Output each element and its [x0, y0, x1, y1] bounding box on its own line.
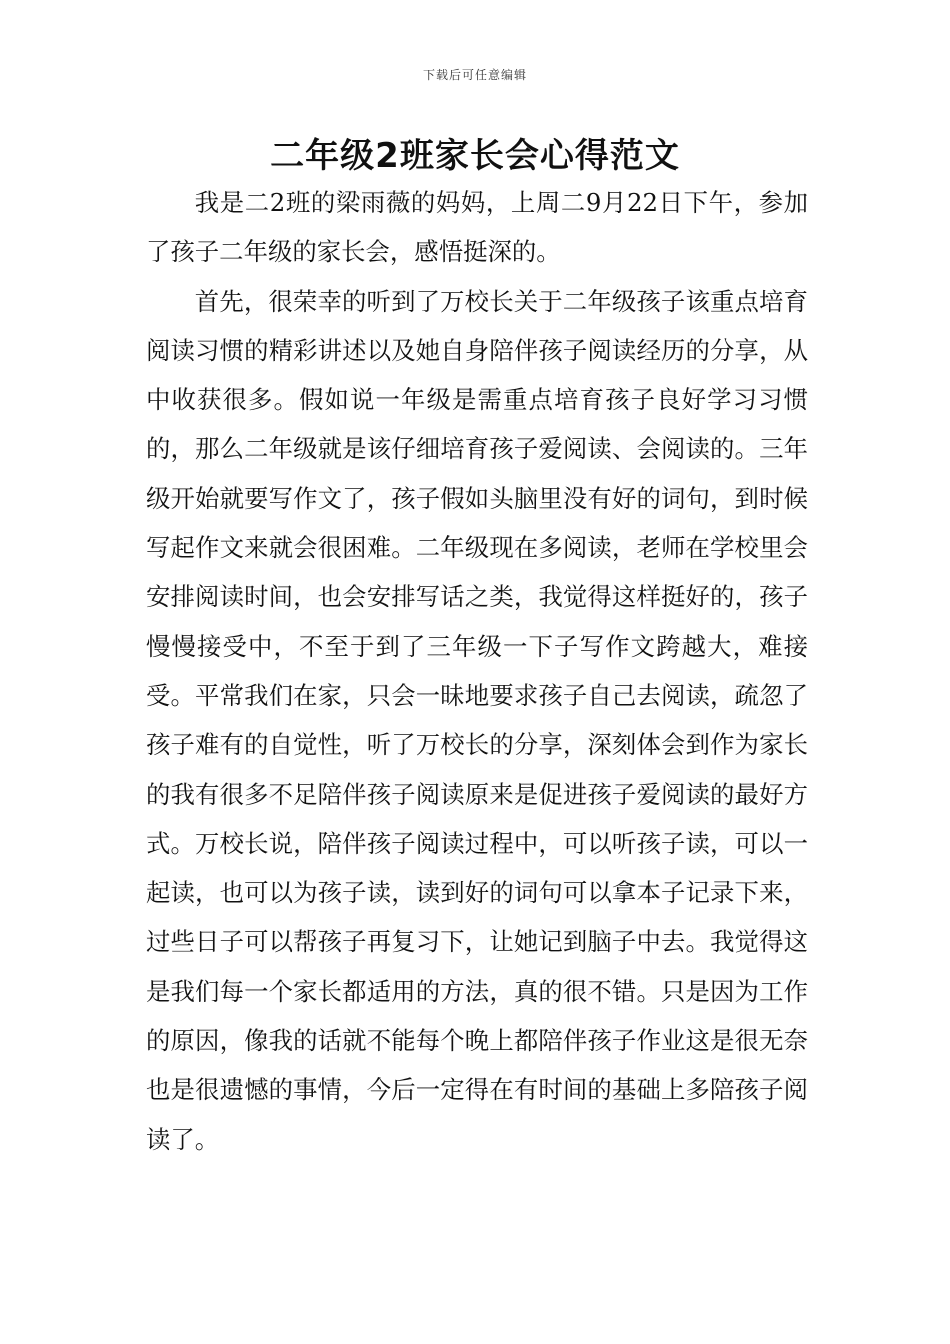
- page-title: 二年级2班家长会心得范文: [270, 136, 680, 176]
- header-note: 下载后可任意编辑: [422, 68, 527, 82]
- paragraph-main: 首先，很荣幸的听到了万校长关于二年级孩子该重点培育阅读习惯的精彩讲述以及她自身陪伴孩子阅读经历的分享，从中收获很多。假如说一年级是需重点培育孩子良好学习习惯的，那么二年级就是该仔细培育孩子爱阅读、会阅读的。三年级开始就要写作文了，孩子假如头脑里没有好的词句，到时候写起作文来就会很困难。二年级现在多阅读，老师在学校里会安排阅读时间，也会安排写话之类，我觉得这样挺好的，孩子慢慢接受中，不至于到了三年级一下子写作文跨越大，难接受。平常我们在家，只会一昧地要求孩子自己去阅读，疏忽了孩子难有的自觉性，听了万校长的分享，深刻体会到作为家长的我有很多不足陪伴孩子阅读原来是促进孩子爱阅读的最好方式。万校长说，陪伴孩子阅读过程中，可以听孩子读，可以一起读，也可以为孩子读，读到好的词句可以拿本子记录下来，过些日子可以帮孩子再复习下，让她记到脑子中去。我觉得这是我们每一个家长都适用的方法，真的很不错。只是因为工作的原因，像我的话就不能每个晚上都陪伴孩子作业这是很无奈也是很遗憾的事情，今后一定得在有时间的基础上多陪孩子阅读了。: [146, 286, 808, 1154]
- paragraph-intro: 我是二2班的梁雨薇的妈妈，上周二9月22日下午，参加了孩子二年级的家长会，感悟挺深的。: [146, 188, 808, 267]
- document-body: [146, 178, 808, 1164]
